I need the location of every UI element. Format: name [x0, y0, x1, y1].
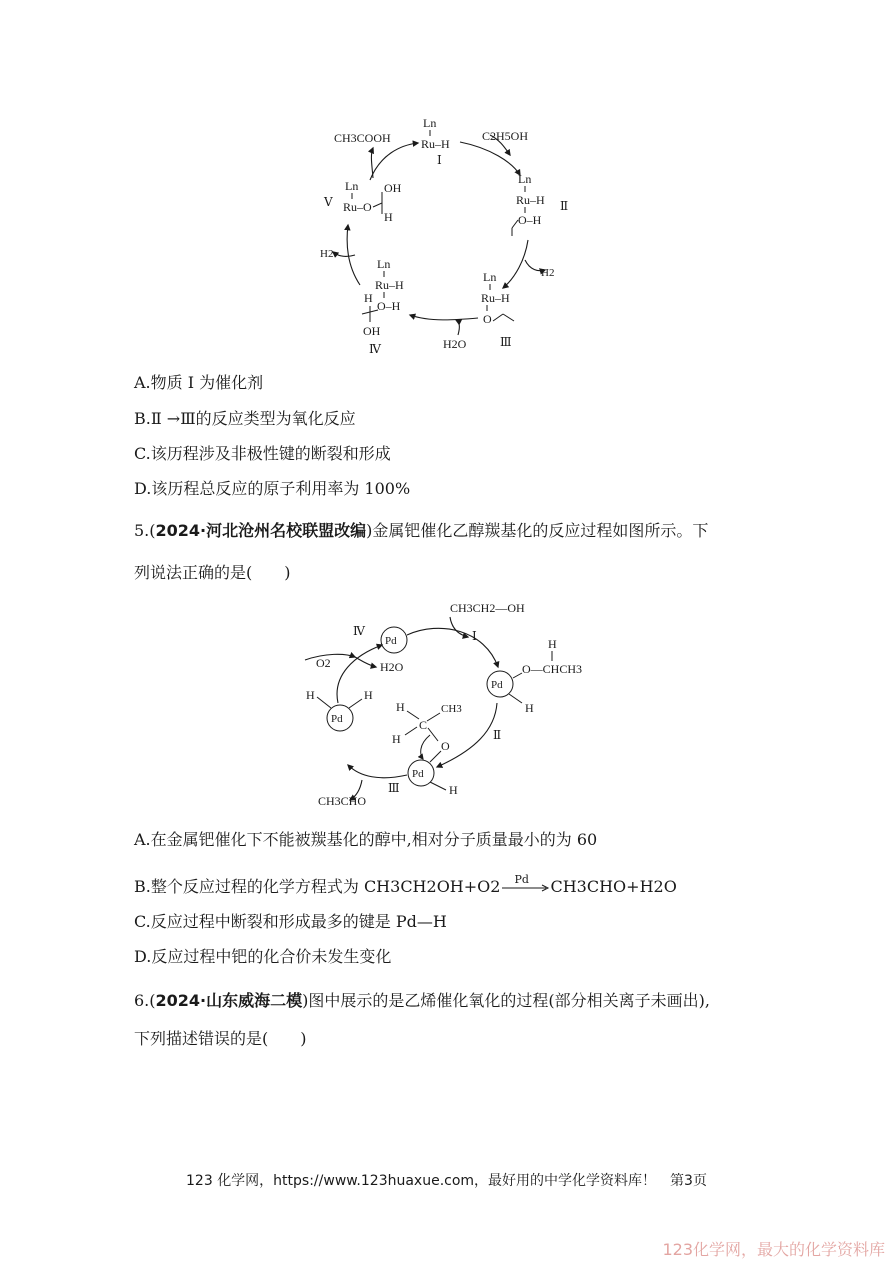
svg-text:O: O	[483, 312, 492, 326]
svg-text:O–H: O–H	[518, 213, 542, 227]
roman-II-2: Ⅱ	[493, 728, 502, 742]
svg-text:H: H	[548, 637, 557, 651]
svg-text:Ln: Ln	[377, 257, 391, 271]
q5-option-a: A.在金属钯催化下不能被羰基化的醇中,相对分子质量最小的为 60	[134, 830, 598, 849]
roman-IV-2: Ⅳ	[353, 624, 365, 638]
svg-text:H: H	[364, 688, 373, 702]
page-footer: 123 化学网，https://www.123huaxue.com，最好用的中学化学资料库！ 第3页	[186, 1173, 707, 1189]
roman-I-2: Ⅰ	[472, 629, 477, 643]
species-IV	[362, 257, 404, 356]
svg-text:O: O	[441, 739, 450, 753]
pd-catalytic-cycle-diagram	[300, 595, 610, 815]
q5-stem-line2: 列说法正确的是( )	[134, 563, 291, 582]
ln-label-I: Ln	[423, 116, 437, 130]
q6-stem-line2: 下列描述错误的是( )	[134, 1029, 307, 1048]
h2o-label-2: H2O	[380, 660, 404, 674]
svg-text:Ln: Ln	[345, 179, 359, 193]
species-I	[421, 116, 450, 167]
svg-text:H: H	[396, 700, 405, 714]
svg-text:O–H: O–H	[377, 299, 401, 313]
o2-label: O2	[316, 656, 331, 670]
roman-V: Ⅴ	[324, 195, 333, 209]
q4-option-d: D.该历程总反应的原子利用率为 100%	[134, 479, 411, 498]
svg-text:Ln: Ln	[483, 270, 497, 284]
svg-text:Pd: Pd	[331, 713, 343, 725]
ru-catalytic-cycle-diagram	[300, 110, 600, 360]
q5-option-b: B.整个反应过程的化学方程式为 CH3CH2OH+O2 Pd CH3CHO+H2O	[134, 877, 677, 897]
ru-h-label-I: Ru–H	[421, 137, 450, 151]
svg-text:Ru–H: Ru–H	[481, 291, 510, 305]
h2-label-right: H2	[541, 267, 555, 279]
roman-II: Ⅱ	[560, 199, 569, 213]
svg-text:OH: OH	[384, 181, 402, 195]
svg-text:H: H	[306, 688, 315, 702]
ethanol-label: CH3CH2—OH	[450, 601, 525, 615]
svg-text:C: C	[419, 718, 428, 732]
watermark-text: 123化学网，最大的化学资料库	[662, 1240, 885, 1259]
h2-label-left: H2	[320, 248, 334, 260]
roman-I: Ⅰ	[437, 153, 442, 167]
roman-III: Ⅲ	[500, 335, 512, 349]
svg-text:H: H	[364, 291, 373, 305]
svg-text:Ru–O: Ru–O	[343, 200, 372, 214]
c2h5oh-label: C2H5OH	[482, 129, 529, 143]
reaction-arrow	[500, 872, 550, 896]
species-II	[512, 172, 568, 236]
q6-source: 2024·山东威海二模	[155, 991, 303, 1010]
catalyst-label: Pd	[514, 872, 529, 886]
svg-text:H: H	[449, 783, 458, 797]
svg-text:Ru–H: Ru–H	[375, 278, 404, 292]
q4-option-c: C.该历程涉及非极性键的断裂和形成	[134, 444, 391, 463]
equation-rhs: CH3CHO+H2O	[550, 877, 677, 896]
svg-text:CH3: CH3	[441, 703, 462, 715]
q4-option-b: B.Ⅱ →Ⅲ的反应类型为氧化反应	[134, 409, 356, 428]
roman-III-2: Ⅲ	[388, 781, 400, 795]
q6-stem-line1: 6.(2024·山东威海二模)图中展示的是乙烯催化氧化的过程(部分相关离子未画出),	[134, 991, 710, 1010]
svg-text:H: H	[392, 732, 401, 746]
species-V	[323, 179, 402, 224]
q5-source: 2024·河北沧州名校联盟改编	[155, 521, 367, 540]
q5-option-d: D.反应过程中钯的化合价未发生变化	[134, 947, 392, 966]
ch3cooh-label: CH3COOH	[334, 131, 391, 145]
svg-text:OH: OH	[363, 324, 381, 338]
q4-option-a: A.物质 Ⅰ 为催化剂	[134, 373, 264, 392]
h2o-label: H2O	[443, 337, 467, 351]
equation-lhs: CH3CH2OH+O2	[363, 877, 501, 896]
q5-stem-line1: 5.(2024·河北沧州名校联盟改编)金属钯催化乙醇羰基化的反应过程如图所示。下	[134, 521, 709, 540]
svg-text:Pd: Pd	[491, 679, 503, 691]
svg-text:Pd: Pd	[385, 635, 397, 647]
svg-text:Ln: Ln	[518, 172, 532, 186]
q5-option-c: C.反应过程中断裂和形成最多的键是 Pd—H	[134, 912, 447, 931]
svg-text:O—CHCH3: O—CHCH3	[522, 662, 583, 676]
svg-text:H: H	[384, 210, 393, 224]
roman-IV: Ⅳ	[369, 342, 381, 356]
acetaldehyde-label: CH3CHO	[318, 794, 367, 808]
svg-text:Pd: Pd	[412, 768, 424, 780]
svg-text:Ru–H: Ru–H	[516, 193, 545, 207]
svg-text:H: H	[525, 701, 534, 715]
